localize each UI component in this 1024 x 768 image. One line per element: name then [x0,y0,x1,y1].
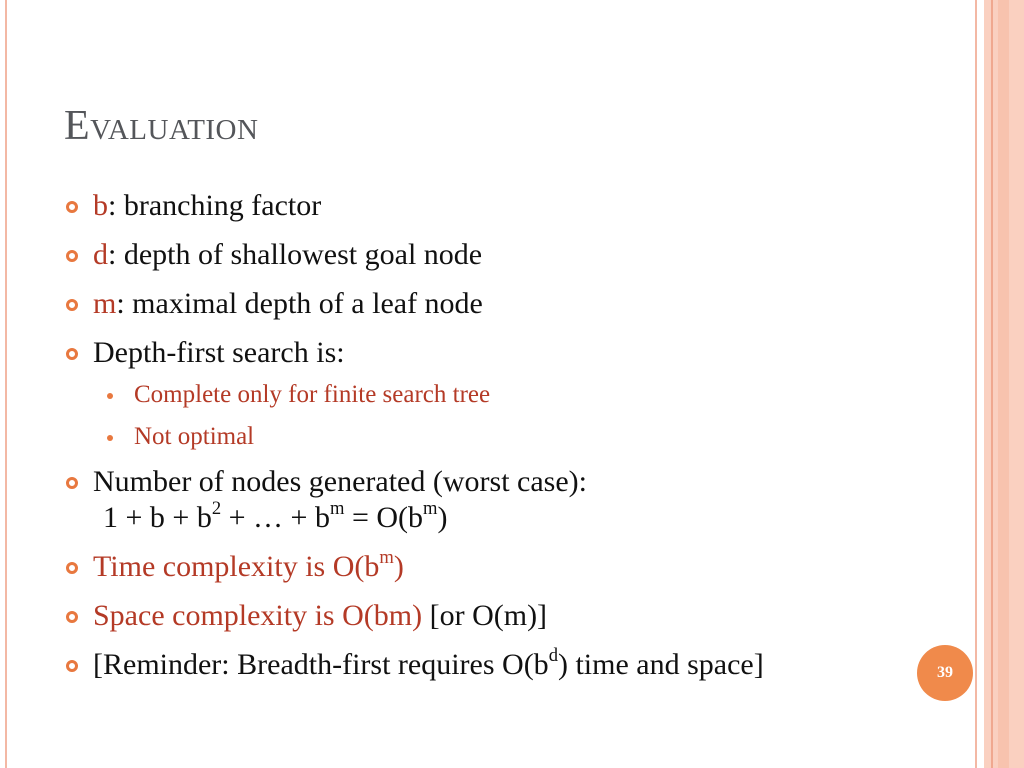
sub-bullet-text: Not optimal [134,423,255,450]
page-number-badge: 39 [917,645,973,701]
sub-bullet-dot-icon [107,435,113,441]
variable-b: b [93,189,108,222]
bullet-text: [Reminder: Breadth-first requires O(b [93,648,549,681]
frame-left-line [5,0,7,768]
bullet-text: Depth-first search is: [93,336,345,369]
bullet-circle-icon [66,562,78,574]
bullet-text: ) [393,550,404,583]
bullet-text: Number of nodes generated (worst case): [93,465,587,498]
formula [93,500,916,536]
decorative-stripe [998,0,1009,768]
variable-d: d [93,238,108,271]
bullet-dfs [66,335,916,371]
formula-part: 1 + b + b [103,501,212,534]
slide-title: Evaluation [64,103,259,149]
bullet-text-highlight: Space complexity is O(bm) [93,599,423,632]
bullet-circle-icon [66,348,78,360]
formula-exponent: 2 [211,498,222,520]
bullet-list [66,188,916,696]
bullet-circle-icon [66,299,78,311]
bullet-text: Time complexity is O(b [93,550,380,583]
bullet-branching-factor [66,188,916,224]
formula-part: = O(b [344,501,424,534]
exponent: m [379,547,394,569]
bullet-circle-icon [66,611,78,623]
bullet-circle-icon [66,660,78,672]
bullet-circle-icon [66,250,78,262]
bullet-max-depth [66,286,916,322]
sub-bullet-text: Complete only for finite search tree [134,381,491,408]
bullet-text: : branching factor [108,189,322,222]
bullet-space-complexity [66,598,916,634]
formula-exponent: m [329,498,345,520]
bullet-text: : maximal depth of a leaf node [116,287,483,320]
formula-part: ) [437,501,448,534]
bullet-circle-icon [66,477,78,489]
formula-part: + … + b [221,501,330,534]
bullet-reminder [66,647,916,683]
formula-exponent: m [423,498,438,520]
bullet-nodes-generated [66,464,916,536]
bullet-circle-icon [66,201,78,213]
bullet-text: : depth of shallowest goal node [108,238,483,271]
decorative-stripe [1009,0,1024,768]
bullet-text: [or O(m)] [422,599,548,632]
decorative-stripe [984,0,991,768]
variable-m: m [93,287,117,320]
sub-bullet-complete [107,380,916,410]
bullet-text: ) time and space] [557,648,764,681]
exponent: d [548,645,558,667]
frame-right-line [975,0,977,768]
bullet-time-complexity [66,549,916,585]
sub-bullet-optimal [107,422,916,452]
sub-bullet-dot-icon [107,393,113,399]
bullet-depth-goal [66,237,916,273]
